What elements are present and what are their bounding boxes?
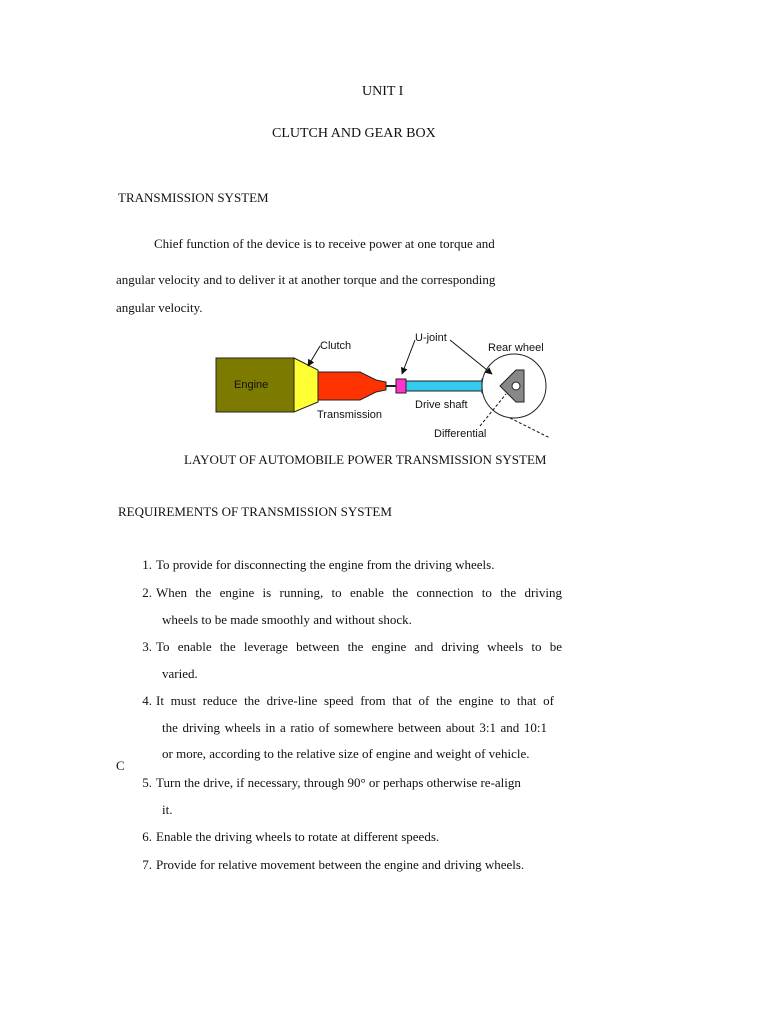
drive-shaft-label: Drive shaft <box>415 399 468 411</box>
list-number: 1. <box>142 557 152 572</box>
list-item-line: varied. <box>162 666 198 681</box>
list-item-line: the driving wheels in a ratio of somewhere between about 3:1 and 10:1 <box>162 720 547 735</box>
list-item-line: It must reduce the drive-line speed from that of the engine to that of <box>156 693 554 708</box>
rear-wheel-label: Rear wheel <box>488 342 544 354</box>
list-number: 3. <box>142 639 152 654</box>
unit-title: UNIT I <box>362 84 404 99</box>
differential-label: Differential <box>434 428 487 440</box>
list-number: 5. <box>142 775 152 790</box>
list-item-line: Provide for relative movement between the engine and driving wheels. <box>156 857 525 872</box>
intro-line-1: Chief function of the device is to receive power at one torque and <box>154 236 495 251</box>
list-item-line: wheels to be made smoothly and without shock. <box>162 612 412 627</box>
section-heading-transmission-system: TRANSMISSION SYSTEM <box>118 190 269 205</box>
ujoint-label: U-joint <box>415 332 447 344</box>
list-number: 4. <box>142 693 152 708</box>
list-item-line: When the engine is running, to enable the connection to the driving <box>156 585 562 600</box>
list-item-line: To enable the leverage between the engine and driving wheels to be <box>156 639 562 654</box>
figure-caption: LAYOUT OF AUTOMOBILE POWER TRANSMISSION SYSTEM <box>184 452 547 467</box>
list-item-line: Enable the driving wheels to rotate at different speeds. <box>156 829 440 844</box>
clutch-label: Clutch <box>320 340 352 352</box>
transmission-layout-figure <box>210 326 562 450</box>
drive-shaft <box>406 381 482 391</box>
intro-line-3: angular velocity. <box>116 300 203 315</box>
chapter-title: CLUTCH AND GEAR BOX <box>272 126 436 141</box>
list-item-line: To provide for disconnecting the engine from the driving wheels. <box>156 557 495 572</box>
list-number: 7. <box>142 857 152 872</box>
margin-mark: C <box>116 758 125 773</box>
section-heading-requirements: REQUIREMENTS OF TRANSMISSION SYSTEM <box>118 504 392 519</box>
list-item-line: it. <box>162 802 173 817</box>
front-ujoint <box>396 379 406 393</box>
transmission-label: Transmission <box>317 409 382 421</box>
transmission-layout-diagram <box>210 326 562 450</box>
list-item-line: Turn the drive, if necessary, through 90° or perhaps otherwise re-align <box>156 775 521 790</box>
intro-line-2: angular velocity and to deliver it at another torque and the corresponding <box>116 272 496 287</box>
engine-label: Engine <box>234 379 269 391</box>
list-number: 2. <box>142 585 152 600</box>
list-item-line: or more, according to the relative size of engine and weight of vehicle. <box>162 746 530 761</box>
list-number: 6. <box>142 829 152 844</box>
